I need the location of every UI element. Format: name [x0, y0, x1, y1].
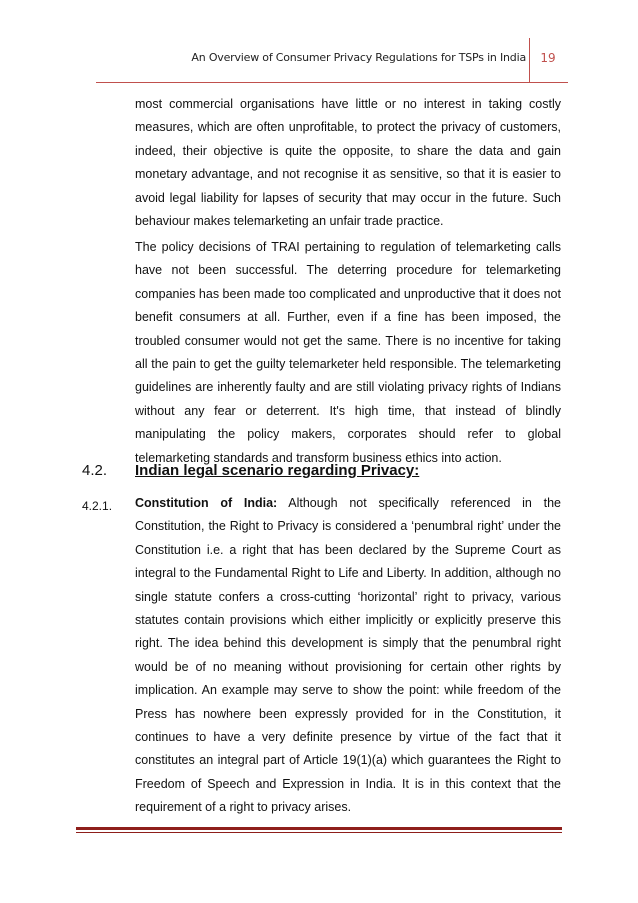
- page-number: 19: [540, 51, 556, 65]
- section-number: 4.2.: [82, 462, 108, 479]
- header-rule: [96, 82, 568, 83]
- subsection-text: Although not specifically referenced in the Constitution, the Right to Privacy is considered a ‘penumbral right’ under the Constitution i.e. a right that has been declared by the Supreme Court as integral to the Fundamental Right to Life and Liberty. In addition, although no single statute confers a cross-cutting ‘horizontal’ right to privacy, various statutes contain provisions which either implicitly or explicitly preserve this right. The idea behind this development is simply that the penumbral right would be of no meaning without provisioning for certain other rights by implication. An example may serve to show the point: while freedom of the Press has nowhere been expressly provided for in the Constitution, it continues to have a very definite presence by virtue of the fact that it constitutes an integral part of Article 19(1)(a) which guarantees the Right to Freedom of Speech and Expression in India. It is in this context that the requirement of a right to privacy arises.: [135, 496, 561, 815]
- footer-rule-thick: [76, 827, 562, 830]
- footer-rule-thin: [76, 832, 562, 833]
- page-header: [0, 38, 638, 82]
- subsection-lead: Constitution of India:: [135, 496, 278, 510]
- section-title: Indian legal scenario regarding Privacy:: [135, 462, 420, 479]
- section-heading: [82, 462, 562, 486]
- paragraph-telemarketing-privacy: most commercial organisations have little or no interest in taking costly measures, which are often unprofitable, to protect the privacy of customers, indeed, their objective is quite the opposite, to share the data and gain monetary advantage, and not recognise it as sensitive, so that it is easier to avoid legal liability for lapses of security that may occur in the future. Such behaviour makes telemarketing an unfair trade practice.: [135, 97, 561, 229]
- running-header-title: An Overview of Consumer Privacy Regulations for TSPs in India: [191, 51, 526, 64]
- paragraph-constitution-of-india: [135, 492, 561, 820]
- paragraph-trai-policy: The policy decisions of TRAI pertaining to regulation of telemarketing calls have not been successful. The deterring procedure for telemarketing companies has been made too complicated and unproductive that it does not benefit consumers at all. Further, even if a fine has been imposed, the troubled consumer would not get the same. There is no incentive for taking all the pain to get the guilty telemarketer held responsible. The telemarketing guidelines are inherently faulty and are still violating privacy rights of Indians without any fear or deterrent. It's high time, that instead of blindly manipulating the policy makers, corporates should refer to global telemarketing standards and transform business ethics into action.: [135, 240, 561, 465]
- subsection-number: 4.2.1.: [82, 499, 113, 513]
